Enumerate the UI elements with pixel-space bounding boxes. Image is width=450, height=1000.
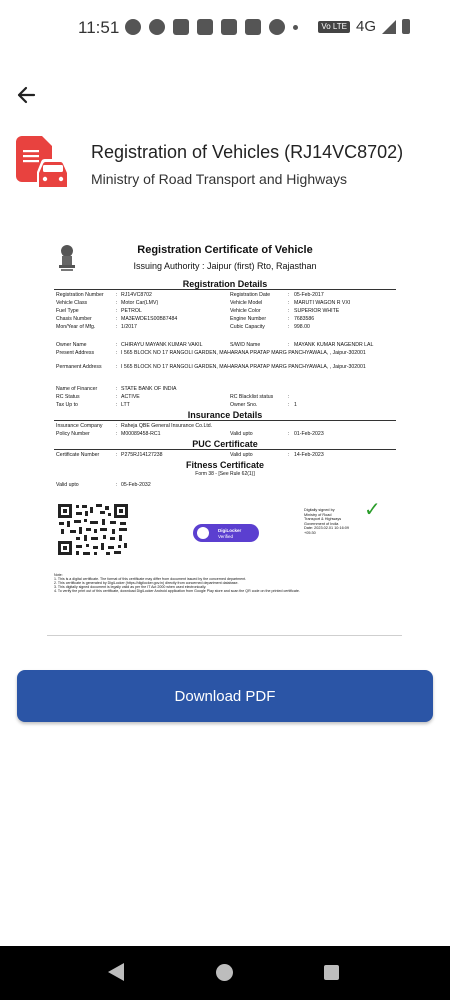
chrome-icon — [269, 19, 285, 35]
nav-back-icon[interactable] — [108, 963, 124, 981]
verified-checkmark-icon: ✓ — [364, 499, 381, 521]
registration-details-heading: Registration Details — [182, 279, 268, 289]
back-button[interactable] — [12, 80, 42, 110]
download-pdf-button[interactable]: Download PDF — [17, 670, 433, 722]
fitness-certificate-heading: Fitness Certificate — [185, 460, 265, 470]
permanent-address-row: Permanent Address : I 565 BLOCK NO 17 RANGOLI GARDEN, MAHARANA PRATAP MARG PANCHYAWALA, , Jaipur-302001 — [56, 364, 366, 370]
qr-code — [56, 502, 130, 557]
more-notifications-icon — [293, 25, 298, 30]
message-icon — [125, 19, 141, 35]
app-icon — [173, 19, 189, 35]
volte-icon: Vo LTE — [318, 21, 350, 33]
puc-certificate-heading: PUC Certificate — [192, 439, 258, 449]
status-bar — [0, 0, 450, 56]
arrow-left-icon — [12, 80, 42, 110]
vehicle-document-icon — [16, 136, 76, 198]
system-indicators — [318, 18, 410, 35]
page-title: Registration of Vehicles (RJ14VC8702) — [91, 142, 404, 162]
contacts-icon — [197, 19, 213, 35]
issuing-authority: Issuing Authority : Jaipur (first) Rto, Rajasthan — [133, 261, 317, 271]
whatsapp-icon — [149, 19, 165, 35]
network-type: 4G — [355, 18, 376, 35]
present-address-row: Present Address : I 565 BLOCK NO 17 RANGOLI GARDEN, MAHARANA PRATAP MARG PANCHYAWALA, , Jaipur-302001 — [56, 350, 366, 356]
nav-home-icon[interactable] — [216, 964, 233, 981]
system-navigation-bar — [0, 946, 450, 1000]
status-time: 11:51 — [78, 18, 120, 37]
insurance-details-heading: Insurance Details — [187, 410, 263, 420]
digital-signature-text: Digitally signed by Ministry of Road Transport & Highways Government of India Date: 2023.02.01 10:16:09 +05:30 — [304, 508, 349, 535]
divider — [54, 289, 396, 290]
divider — [54, 420, 396, 421]
certificate-preview: Registration Certificate of Vehicle Issuing Authority : Jaipur (first) Rto, Rajasthan Registration Details Registration Number : RJ14VC8702 Registration Date : 05-Feb-2017 Vehicle Class : Motor Car(LMV) Vehicle Model : MARUTI WAGON R VXI Fuel Type : PETROL Vehicle Color : SUPERIOR WHITE Chasis Number : MA3EWDE1S00B87484 Engine Number : 7683586 Mon/Year of Mfg. : 1/2017 Cubic Capacity : 998.00 Owner Name : CHIRAYU MAYANK KUMAR VAKIL S/W/D Name : MAYANK KUMAR NAGENDR LAL Present Address : I 565 BLOCK NO 17 RANGOLI GARDEN, MAHARANA PRATAP MARG PANCHYAWALA, , Jaipur-302001 Permanent Address : I 565 BLOCK NO 17 RANGOLI GARDEN, MAHARANA PRATAP MARG PANCHYAWALA, , Jaipur-302001 Name of Financer : STATE BANK OF INDIA RC Status : ACTIVE RC Blacklist status : Tax Up to : LTT Owner Sno. : 1 Insurance Details Insurance Company : Raheja QBE General Insurance Co.Ltd. Policy Number : M00089458-RC1 Valid upto : 01-Feb-2023 PUC Certificate Certificate Number : P275RJ14127238 Valid upto : 14-Feb-2023 Fitness Certificate Form 38 - [See Rule 62(1)] Valid upto : 05-Feb-2032 DigiLocker Verified Digitally signed by Ministry of Road Transport & Highways Government of India Date: 2023.02.01 10:16:09 +05:30 ✓ Note: 1. This is a digital certificate. The format of this certificate may differ from document issued by the concerned department. 2. This certificate is generated by DigiLocker (https://digilocker.gov.in) directly from concerned department database. 3. This digitally signed document is legally valid as per the IT Act 2000 when used electronically. 4. To verify the print out of this certificate, download DigiLocker Android application from Google Play store and scan the QR code on the printed certificate. — [50, 240, 400, 590]
youtube-icon — [221, 19, 237, 35]
signal-icon — [382, 20, 396, 34]
divider — [47, 635, 402, 636]
certificate-notes: Note: 1. This is a digital certificate. The format of this certificate may differ from document issued by the concerned department. 2. This certificate is generated by DigiLocker (https://digilocker.gov.in) directly from concerned department database. 3. This digitally signed document is legally valid as per the IT Act 2000 when used electronically. 4. To verify the print out of this certificate, download DigiLocker Android application from Google Play store and scan the QR code on the printed certificate. — [54, 573, 300, 593]
digilocker-icon — [197, 527, 209, 539]
certificate-title: Registration Certificate of Vehicle — [137, 244, 313, 256]
notification-icons — [125, 19, 298, 35]
page-subtitle: Ministry of Road Transport and Highways — [91, 171, 347, 187]
app-icon — [245, 19, 261, 35]
nav-recents-icon[interactable] — [324, 965, 339, 980]
digilocker-verified-badge: DigiLocker Verified — [193, 524, 259, 542]
divider — [54, 449, 396, 450]
battery-icon — [402, 19, 410, 34]
fitness-form-reference: Form 38 - [See Rule 62(1)] — [195, 471, 255, 477]
